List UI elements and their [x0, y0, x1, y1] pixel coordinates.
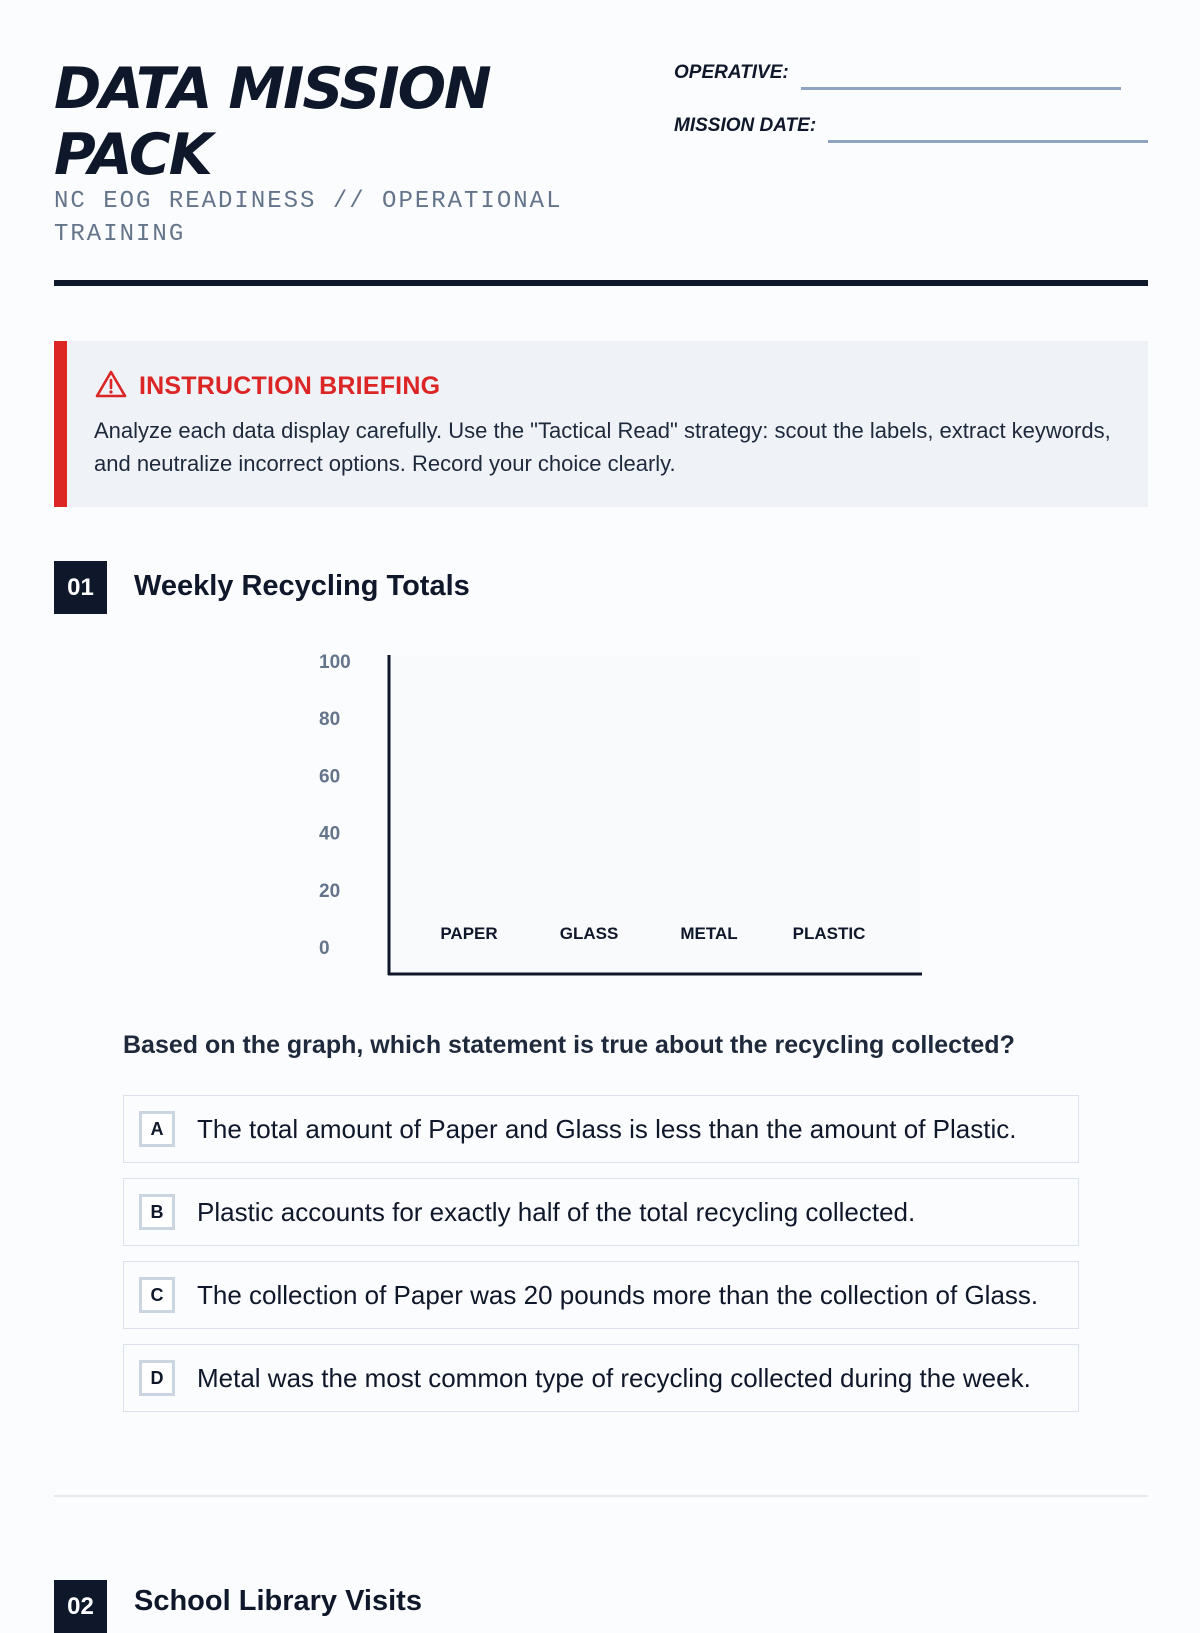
briefing-text: Analyze each data display carefully. Use the "Tactical Read" strategy: scout the labels, extract keywords, and neutralize incorrect options. Record your choice clearly.	[94, 418, 1111, 476]
option-letter-box[interactable]: C	[139, 1277, 175, 1313]
answer-option-a[interactable]	[123, 1095, 1079, 1163]
question-title: School Library Visits	[134, 1585, 422, 1617]
chart-y-ticks	[319, 652, 351, 959]
option-text: Metal was the most common type of recycling collected during the week.	[197, 1362, 1031, 1393]
operative-field	[674, 62, 1121, 84]
question-prompt: Based on the graph, which statement is true about the recycling collected?	[123, 1031, 1015, 1059]
instruction-briefing	[54, 341, 1148, 507]
question-number: 01	[54, 561, 107, 614]
mission-date-label: MISSION DATE:	[674, 115, 817, 136]
warning-triangle-icon	[95, 369, 127, 404]
answer-option-b[interactable]	[123, 1178, 1079, 1246]
page-subtitle: NC EOG READINESS // OPERATIONAL TRAINING	[54, 188, 563, 248]
question-number: 02	[54, 1580, 107, 1633]
x-category-label: METAL	[680, 924, 738, 943]
operative-input-line[interactable]	[801, 87, 1121, 90]
y-tick-label: 100	[319, 652, 351, 673]
answer-options	[123, 1095, 1079, 1427]
y-tick-label: 80	[319, 709, 341, 731]
question-title: Weekly Recycling Totals	[134, 570, 470, 602]
section-divider	[54, 1495, 1148, 1497]
x-category-label: PLASTIC	[792, 924, 866, 943]
mission-date-input-line[interactable]	[828, 140, 1148, 143]
option-text: The collection of Paper was 20 pounds more than the collection of Glass.	[197, 1279, 1039, 1310]
worksheet-page	[54, 0, 1148, 1620]
x-category-label: PAPER	[440, 924, 498, 943]
y-tick-label: 40	[319, 823, 341, 845]
mission-date-field	[674, 115, 1148, 137]
answer-option-c[interactable]	[123, 1261, 1079, 1329]
briefing-header	[95, 369, 440, 404]
page-title: DATA MISSION PACK	[54, 56, 490, 188]
option-letter-box[interactable]: B	[139, 1194, 175, 1230]
header-divider	[54, 280, 1148, 286]
option-text: The total amount of Paper and Glass is less than the amount of Plastic.	[197, 1113, 1017, 1144]
recycling-bar-chart	[254, 650, 924, 980]
y-tick-label: 60	[319, 766, 341, 788]
option-letter-box[interactable]: D	[139, 1360, 175, 1396]
option-text: Plastic accounts for exactly half of the total recycling collected.	[197, 1196, 916, 1227]
x-category-label: GLASS	[559, 924, 619, 943]
answer-option-d[interactable]	[123, 1344, 1079, 1412]
option-letter-box[interactable]: A	[139, 1111, 175, 1147]
operative-label: OPERATIVE:	[674, 62, 789, 83]
y-tick-label: 20	[319, 880, 341, 902]
y-tick-label: 0	[319, 938, 330, 959]
briefing-title: INSTRUCTION BRIEFING	[139, 372, 441, 400]
